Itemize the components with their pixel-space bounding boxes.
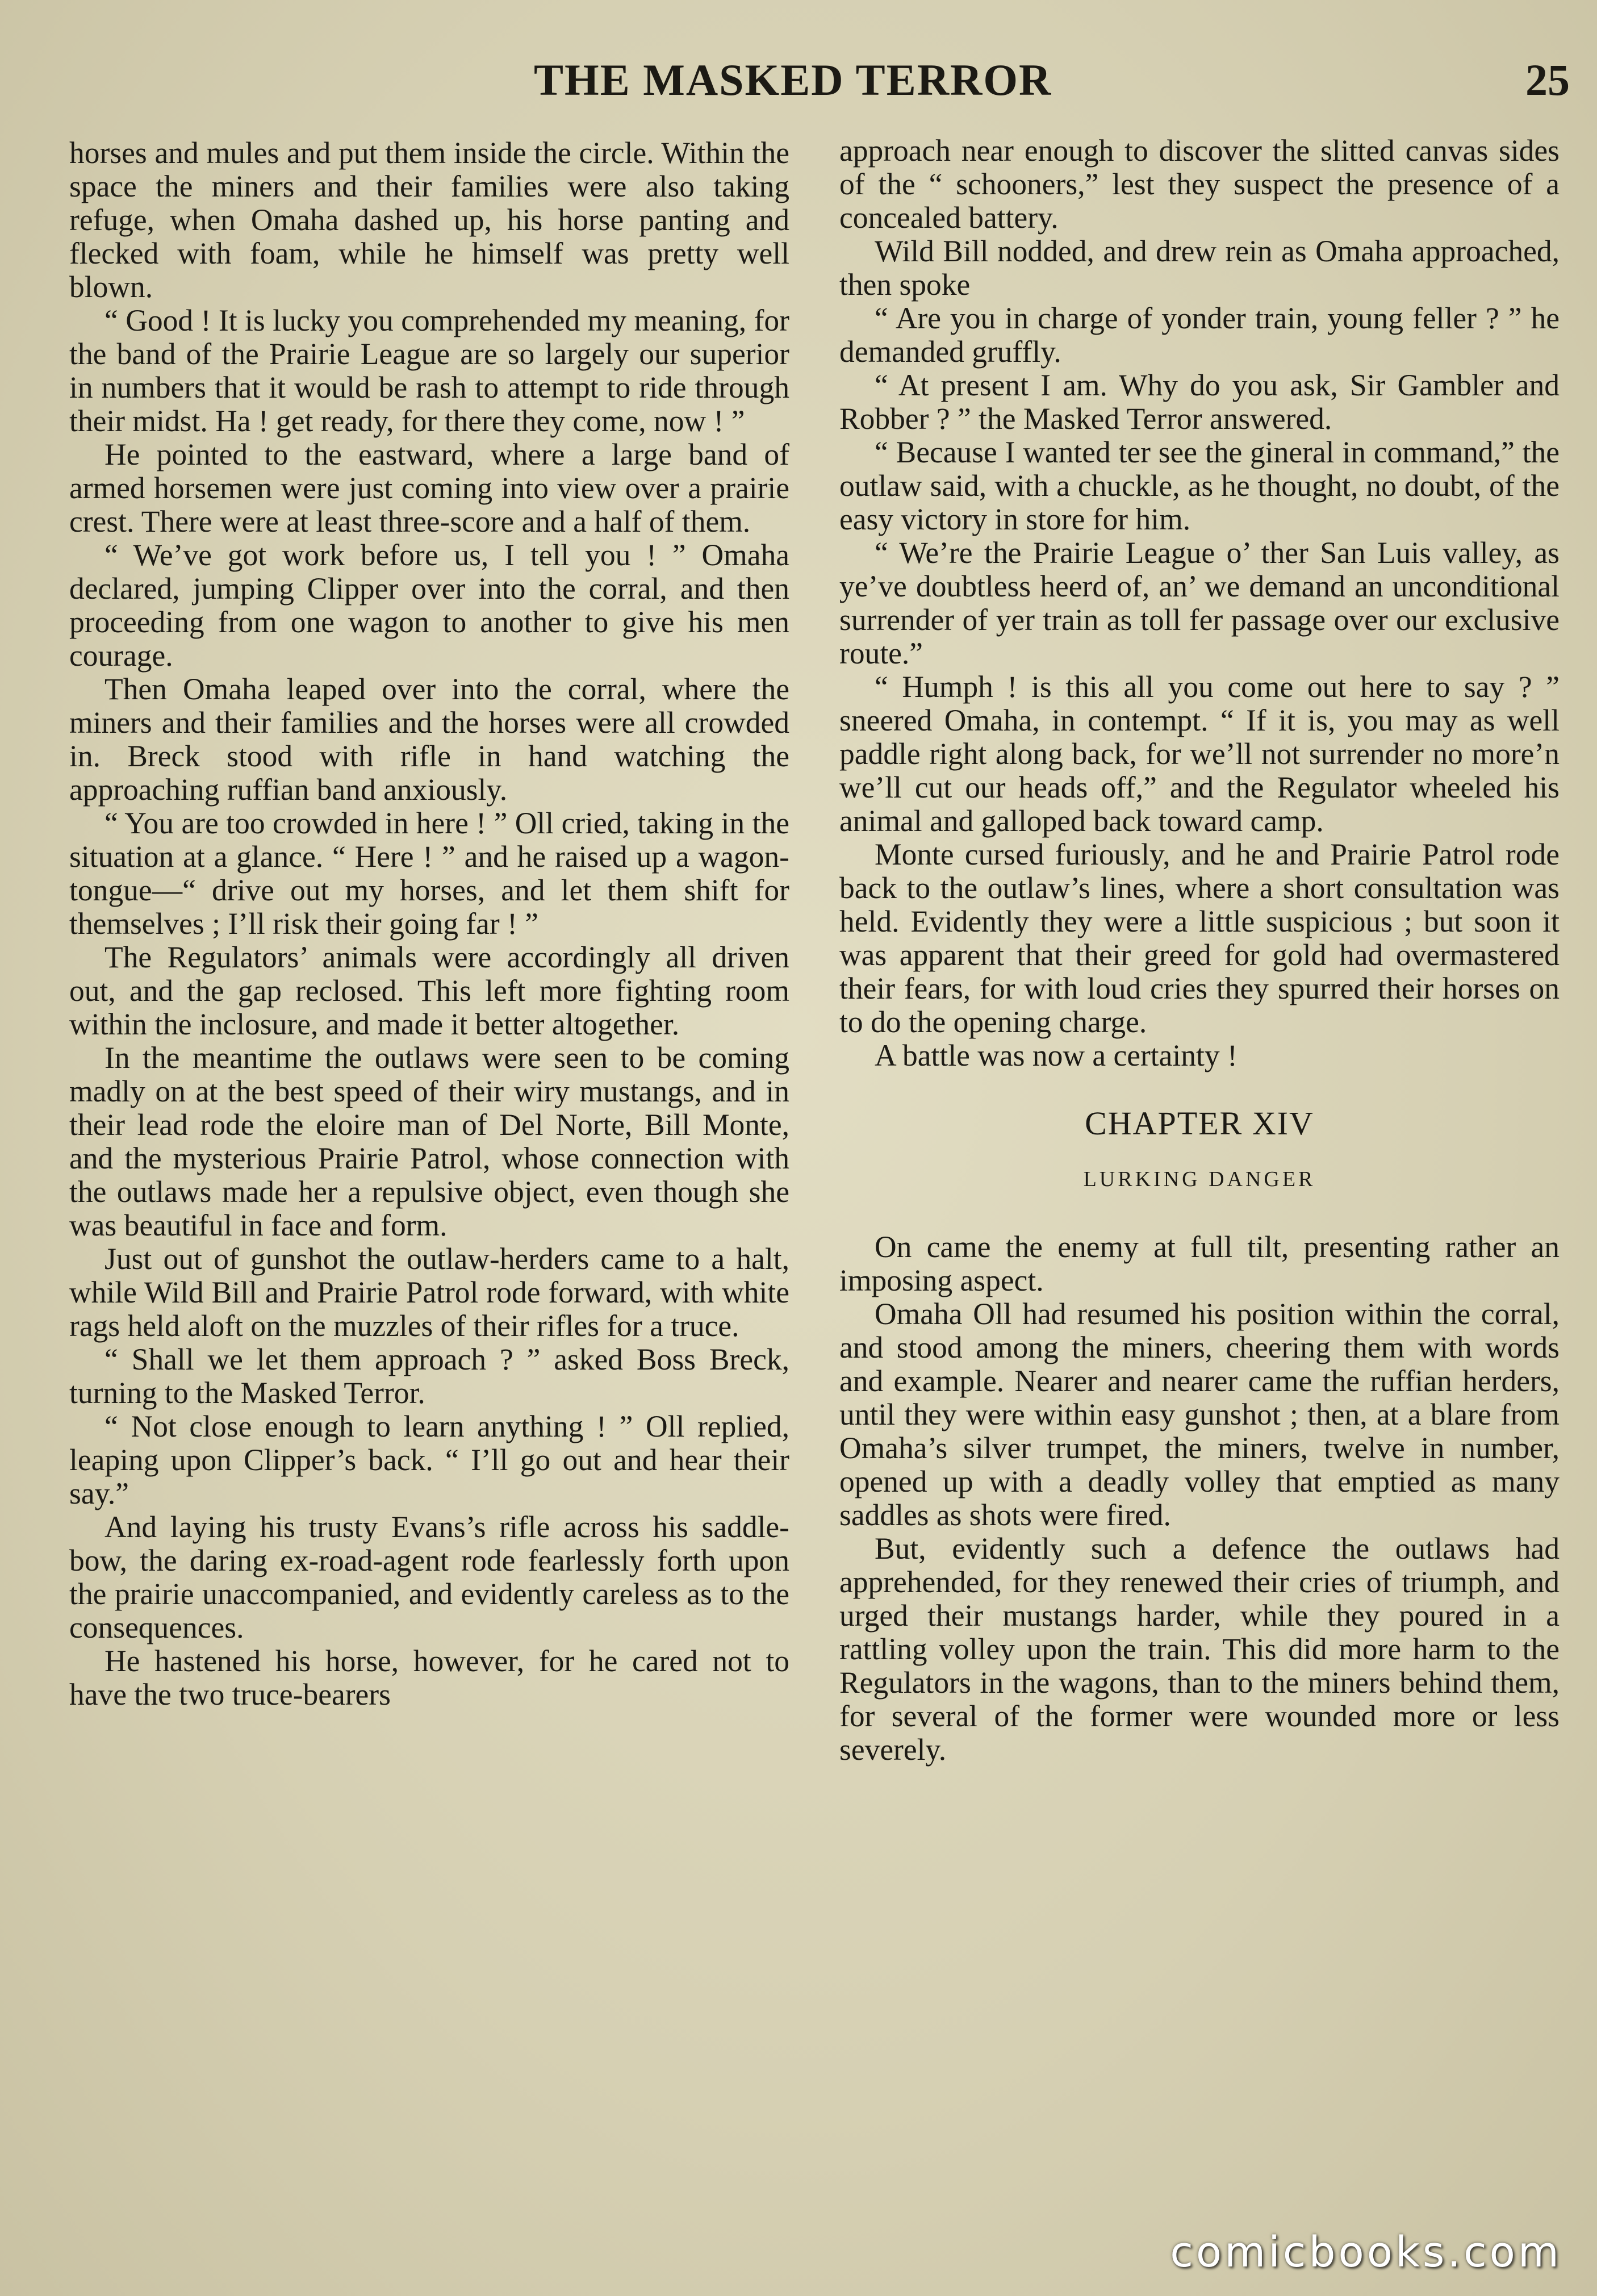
paragraph: A battle was now a certainty ! [875, 1038, 1238, 1072]
left-text-column [69, 136, 789, 1711]
paragraph: He hastened his horse, however, for he cared not to have the two truce-bearers [69, 1644, 789, 1711]
paragraph: “ Humph ! is this all you come out here to say ? ” sneered Omaha, in contempt. “ If it is, you may as well paddle right along back, for we’ll not surrender no more’n we’ll cut our heads off,” and the Regulator wheeled his animal and galloped back toward camp. [839, 670, 1560, 838]
paragraph: “ At present I am. Why do you ask, Sir Gambler and Robber ? ” the Masked Terror answered. [839, 368, 1560, 436]
paragraph: Monte cursed furiously, and he and Prairie Patrol rode back to the outlaw’s lines, where a short consultation was held. Evidently they were a little suspicious ; but soon it was apparent that their greed for gold had overmastered their fears, for with loud cries they spurred their horses on to do the opening charge. [839, 837, 1560, 1039]
paragraph: “ We’re the Prairie League o’ ther San Luis valley, as ye’ve doubtless heerd of, an’ we demand an unconditional surrender of yer train as toll fer passage over our exclusive route.” [839, 536, 1560, 670]
page-number: 25 [1525, 55, 1570, 105]
paragraph: approach near enough to discover the slitted canvas sides of the “ schooners,” lest they suspect the presence of a concealed battery. [839, 133, 1560, 235]
paragraph: Omaha Oll had resumed his position within the corral, and stood among the miners, cheering them with words and example. Nearer and nearer came the ruffian herders, until they were within easy gunshot ; then, at a blare from Omaha’s silver trumpet, the miners, twelve in number, opened up with a deadly volley that emptied as many saddles as shots were fired. [839, 1297, 1560, 1532]
paragraph: “ Shall we let them approach ? ” asked Boss Breck, turning to the Masked Terror. [69, 1342, 789, 1410]
paragraph: “ We’ve got work before us, I tell you ! ” Omaha declared, jumping Clipper over into the corral, and then proceeding from one wagon to another to give his men courage. [69, 538, 789, 673]
paragraph: Just out of gunshot the outlaw-herders came to a halt, while Wild Bill and Prairie Patrol rode forward, with white rags held aloft on the muzzles of their rifles for a truce. [69, 1242, 789, 1343]
paragraph: He pointed to the eastward, where a large band of armed horsemen were just coming into view over a prairie crest. There were at least three-score and a half of them. [69, 437, 789, 538]
source-watermark: comicbooks.com [1170, 2228, 1562, 2277]
running-head-title: THE MASKED TERROR [534, 55, 1052, 105]
paragraph: Wild Bill nodded, and drew rein as Omaha approached, then spoke [839, 234, 1560, 302]
paragraph: “ Are you in charge of yonder train, young feller ? ” he demanded gruffly. [839, 301, 1560, 369]
paragraph: “ Because I wanted ter see the gineral in command,” the outlaw said, with a chuckle, as he thought, no doubt, of the easy victory in store for him. [839, 435, 1560, 536]
right-text-column [839, 134, 1560, 1767]
paragraph: “ You are too crowded in here ! ” Oll cried, taking in the situation at a glance. “ Here ! ” and he raised up a wagon-tongue—“ drive out my horses, and let them shift for themselves ; I’ll risk their going far ! ” [69, 806, 789, 941]
paragraph: In the meantime the outlaws were seen to be coming madly on at the best speed of their wiry mustangs, and in their lead rode the eloire man of Del Norte, Bill Monte, and the mysterious Prairie Patrol, whose connection with the outlaws made her a repulsive object, even though she was beautiful in face and form. [69, 1041, 789, 1242]
paragraph: “ Good ! It is lucky you comprehended my meaning, for the band of the Prairie League are so largely our superior in numbers that it would be rash to attempt to ride through their midst. Ha ! get ready, for there they come, now ! ” [69, 303, 789, 438]
paragraph: “ Not close enough to learn anything ! ” Oll replied, leaping upon Clipper’s back. “ I’ll go out and hear their say.” [69, 1409, 789, 1510]
paragraph: The Regulators’ animals were accordingly all driven out, and the gap reclosed. This left more fighting room within the inclosure, and made it better altogether. [69, 940, 789, 1041]
paragraph: And laying his trusty Evans’s rifle across his saddle-bow, the daring ex-road-agent rode fearlessly forth upon the prairie unaccompanied, and evidently careless as to the consequences. [69, 1510, 789, 1644]
chapter-number: CHAPTER XIV [1085, 1105, 1314, 1142]
paragraph: But, evidently such a defence the outlaws had apprehended, for they renewed their cries of triumph, and urged their mustangs harder, while they poured in a rattling volley upon the train. This did more harm to the Regulators in the wagons, than to the miners behind them, for several of the former were wounded more or less severely. [839, 1531, 1560, 1767]
paragraph: Then Omaha leaped over into the corral, where the miners and their families and the horses were all crowded in. Breck stood with rifle in hand watching the approaching ruffian band anxiously. [69, 672, 789, 807]
chapter-title: LURKING DANGER [1083, 1167, 1316, 1191]
paragraph: On came the enemy at full tilt, presenting rather an imposing aspect. [839, 1230, 1560, 1297]
paragraph: horses and mules and put them inside the circle. Within the space the miners and their families were also taking refuge, when Omaha dashed up, his horse panting and flecked with foam, while he himself was pretty well blown. [69, 136, 789, 304]
